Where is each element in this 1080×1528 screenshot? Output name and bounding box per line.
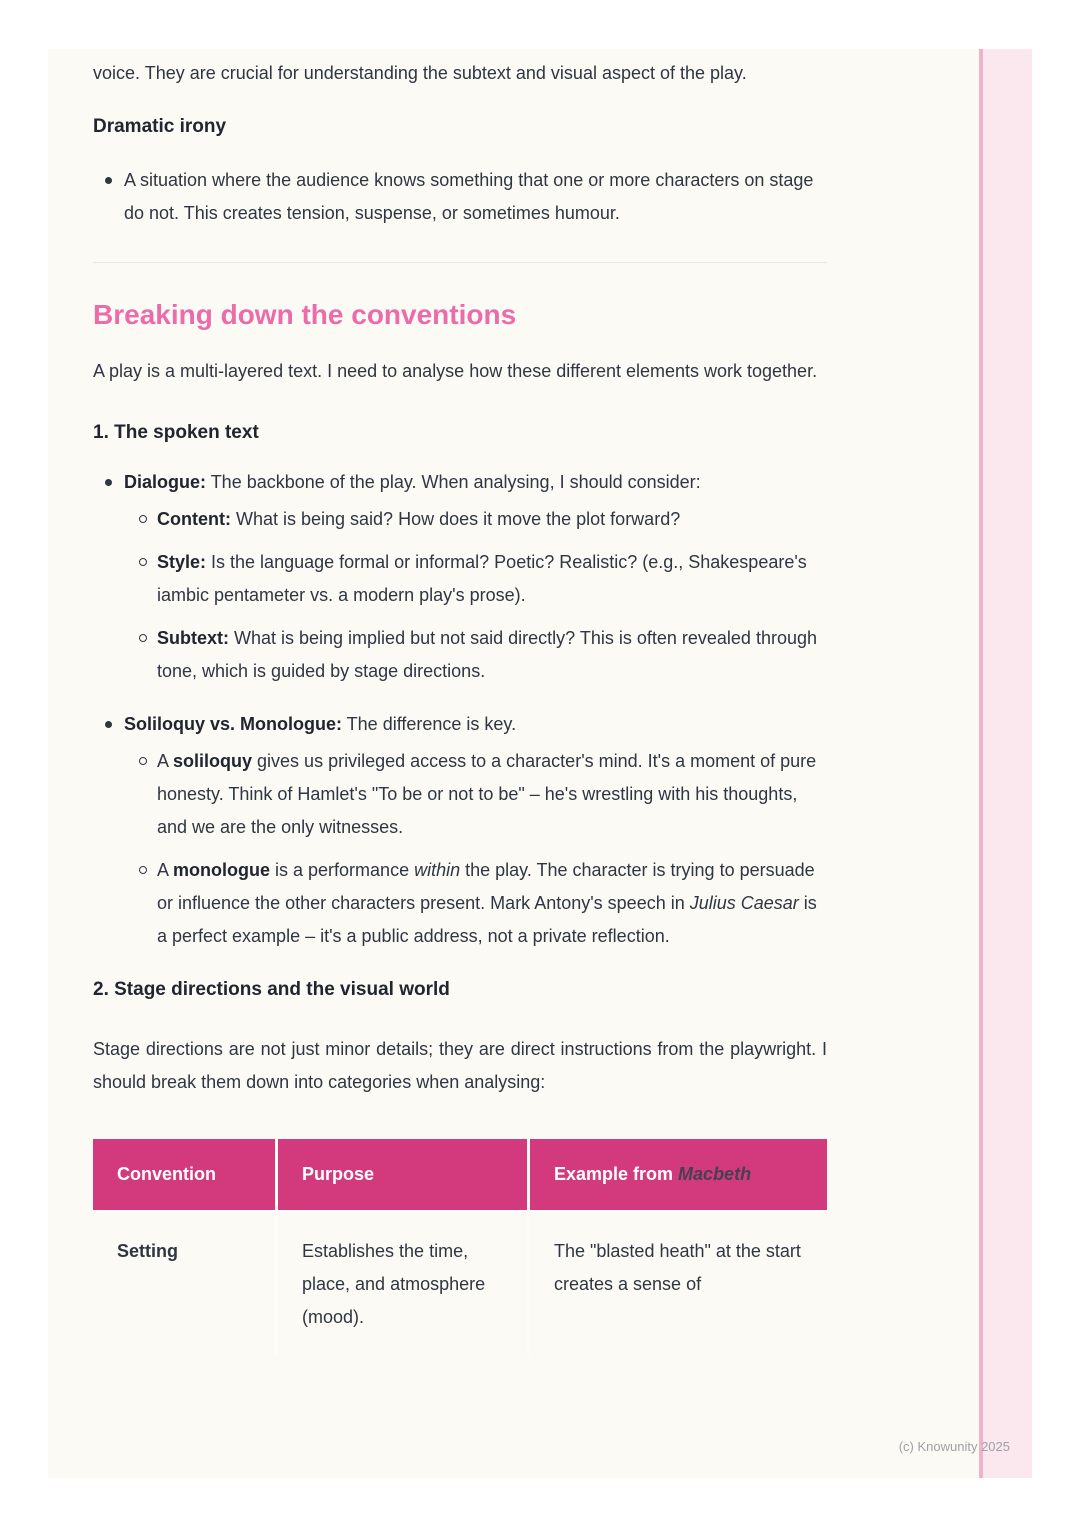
bullet-text: A monologue is a performance within the play. The character is trying to persuade or influence the other characters present. Mark Antony's speech in Julius Caesar is a perfect example – it's a public address, not a private reflection. [157,860,817,946]
bullet-dot-icon [105,177,112,184]
section-title: Breaking down the conventions [93,299,517,330]
section-intro: A play is a multi-layered text. I need to analyse how these different elements work together. [93,361,818,381]
bullet-circle-icon [139,757,147,765]
bullet-text: Subtext: What is being implied but not said directly? This is often revealed through tone, which is guided by stage directions. [157,628,817,681]
soliloquy-sublist [126,745,827,953]
table-row [93,1213,827,1356]
conventions-table [93,1139,827,1356]
bullet-text: Dialogue: The backbone of the play. When analysing, I should consider: [124,472,701,492]
cell-example: The "blasted heath" at the start creates a sense of [554,1241,801,1294]
bullet-dot-icon [105,479,112,486]
list-item-soliloquy-vs-monologue [93,708,827,741]
emphasis-text: within [414,860,461,880]
list-item-content [126,503,827,536]
term-label: Soliloquy vs. Monologue: [124,714,342,734]
bullet-text: A situation where the audience knows something that one or more characters on stage do not. This creates tension, suspense, or sometimes humour. [124,170,814,223]
bullet-circle-icon [139,515,147,523]
column-header-convention: Convention [93,1139,278,1213]
heading-dramatic-irony: Dramatic irony [93,116,227,137]
list-item [93,164,827,230]
section-divider [93,262,827,263]
list-item-dialogue [93,466,827,499]
column-header-example: Example from Macbeth [530,1139,827,1213]
bullet-text: Content: What is being said? How does it move the plot forward? [157,509,681,529]
bullet-circle-icon [139,558,147,566]
list-item-soliloquy [126,745,827,844]
dramatic-irony-list [93,164,827,230]
watermark: (c) Knowunity 2025 [898,1439,1010,1454]
term-label: Style: [157,552,207,572]
bullet-dot-icon [105,721,112,728]
list-item-monologue [126,854,827,953]
dialogue-sublist [126,503,827,688]
bullet-text: A soliloquy gives us privileged access to a character's mind. It's a moment of pure honesty. Think of Hamlet's "To be or not to be" – he's wrestling with his thoughts, and we are the only witnesses. [157,751,817,837]
heading-spoken-text: 1. The spoken text [93,422,259,443]
work-title: Julius Caesar [689,893,799,913]
term-label: soliloquy [173,751,253,771]
term-label: Content: [157,509,231,529]
table-header-row [93,1139,827,1213]
term-label: Dialogue: [124,472,207,492]
note-sheet [48,49,1032,1478]
work-title: Macbeth [678,1164,752,1184]
bullet-text: Soliloquy vs. Monologue: The difference is key. [124,714,517,734]
term-label: Subtext: [157,628,229,648]
cell-purpose: Establishes the time, place, and atmosphere (mood). [278,1213,530,1356]
list-item-style [126,546,827,612]
page-edge-strip [979,49,1032,1478]
bullet-circle-icon [139,866,147,874]
paragraph-continuation: voice. They are crucial for understanding the subtext and visual aspect of the play. [93,63,747,83]
list-item-subtext [126,622,827,688]
column-header-purpose: Purpose [278,1139,530,1213]
heading-stage-directions: 2. Stage directions and the visual world [93,979,450,1000]
cell-convention: Setting [93,1213,278,1356]
bullet-text: Style: Is the language formal or informal? Poetic? Realistic? (e.g., Shakespeare's iambic pentameter vs. a modern play's prose). [157,552,807,605]
bullet-circle-icon [139,634,147,642]
spoken-text-list [93,466,827,953]
stage-directions-intro: Stage directions are not just minor details; they are direct instructions from the playwright. I should break them down into categories when analysing: [93,1039,827,1092]
note-content [93,49,827,1356]
term-label: monologue [173,860,271,880]
